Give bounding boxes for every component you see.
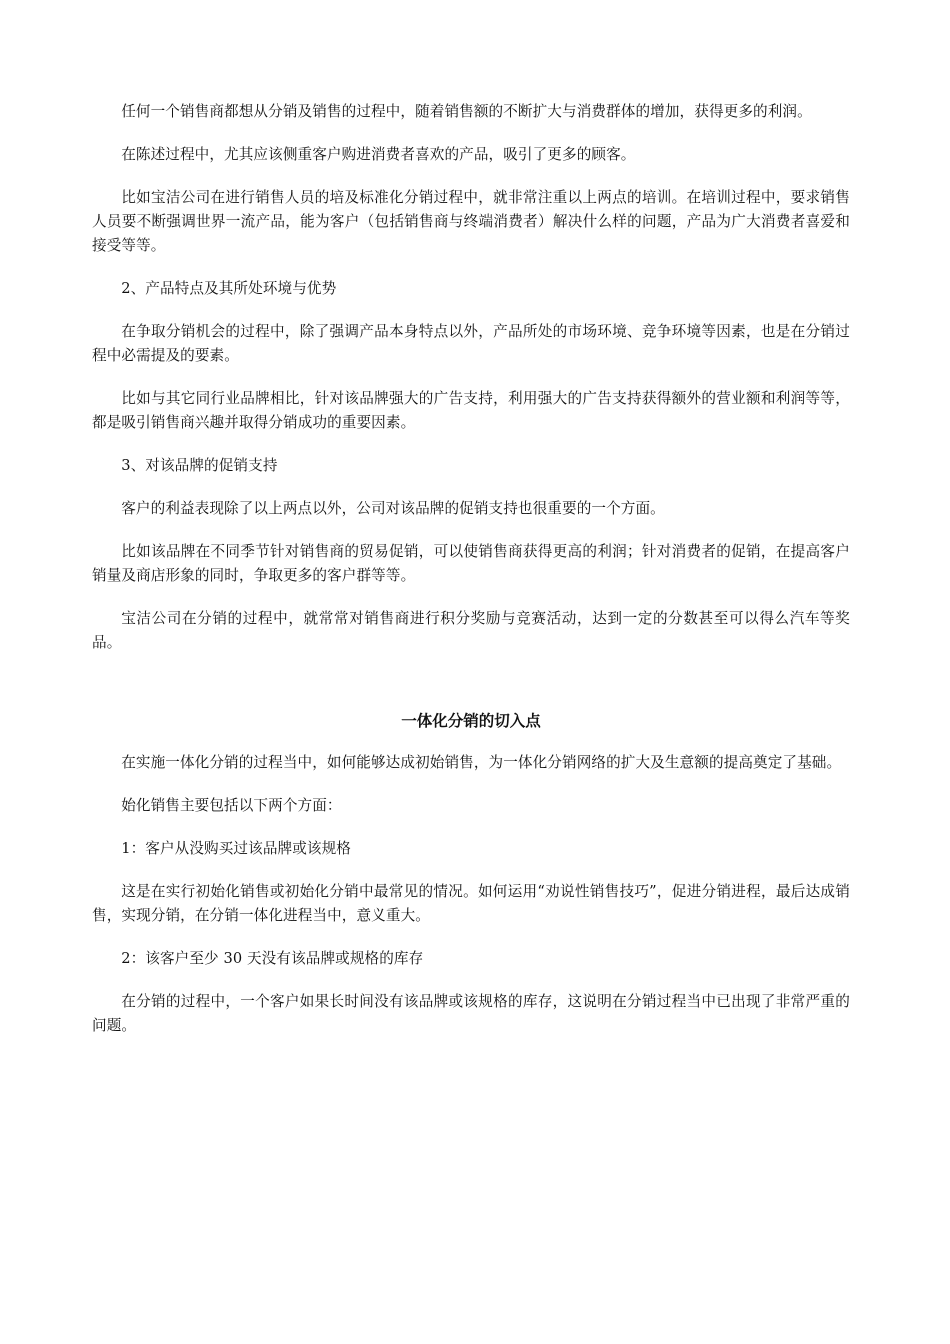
paragraph: 在分销的过程中，一个客户如果长时间没有该品牌或该规格的库存，这说明在分销过程当中已出现了非常严重的问题。 — [92, 993, 850, 1034]
list-item-heading: 2、产品特点及其所处环境与优势 — [121, 280, 337, 297]
paragraph: 比如宝洁公司在进行销售人员的培及标准化分销过程中，就非常注重以上两点的培训。在培训过程中，要求销售人员要不断强调世界一流产品，能为客户（包括销售商与终端消费者）解决什么样的问题，产品为广大消费者喜爱和接受等等。 — [92, 189, 850, 254]
paragraph: 任何一个销售商都想从分销及销售的过程中，随着销售额的不断扩大与消费群体的增加，获得更多的利润。 — [121, 103, 812, 120]
document-page — [92, 100, 850, 1057]
list-item-heading: 1：客户从没购买过该品牌或该规格 — [121, 840, 351, 857]
paragraph: 这是在实行初始化销售或初始化分销中最常见的情况。如何运用“劝说性销售技巧”，促进分销进程，最后达成销售，实现分销，在分销一体化进程当中，意义重大。 — [92, 883, 850, 924]
paragraph: 比如该品牌在不同季节针对销售商的贸易促销，可以使销售商获得更高的利润；针对消费者的促销，在提高客户销量及商店形象的同时，争取更多的客户群等等。 — [92, 543, 850, 584]
section-heading: 一体化分销的切入点 — [401, 712, 541, 730]
list-item-heading: 3、对该品牌的促销支持 — [121, 457, 278, 474]
paragraph: 在实施一体化分销的过程当中，如何能够达成初始销售，为一体化分销网络的扩大及生意额的提高奠定了基础。 — [121, 754, 842, 771]
paragraph: 在陈述过程中，尤其应该侧重客户购进消费者喜欢的产品，吸引了更多的顾客。 — [121, 146, 636, 163]
list-item-heading: 2：该客户至少 30 天没有该品牌或规格的库存 — [121, 950, 424, 967]
paragraph: 宝洁公司在分销的过程中，就常常对销售商进行积分奖励与竞赛活动，达到一定的分数甚至可以得么汽车等奖品。 — [92, 610, 850, 651]
paragraph: 始化销售主要包括以下两个方面： — [121, 797, 342, 814]
paragraph: 在争取分销机会的过程中，除了强调产品本身特点以外，产品所处的市场环境、竞争环境等因素，也是在分销过程中必需提及的要素。 — [92, 323, 850, 364]
paragraph: 比如与其它同行业品牌相比，针对该品牌强大的广告支持，利用强大的广告支持获得额外的营业额和利润等等，都是吸引销售商兴趣并取得分销成功的重要因素。 — [92, 390, 850, 431]
paragraph: 客户的利益表现除了以上两点以外，公司对该品牌的促销支持也很重要的一个方面。 — [121, 500, 665, 517]
